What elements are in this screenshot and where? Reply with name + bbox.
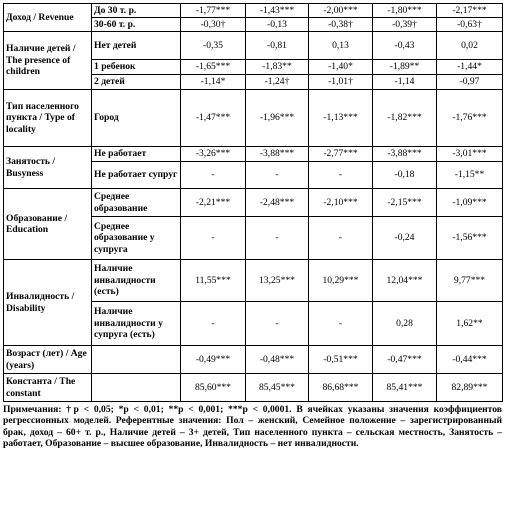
coefficient-cell: 85,60*** bbox=[181, 374, 246, 402]
coefficient-cell: -0,49*** bbox=[181, 346, 246, 374]
coefficient-cell: -1,89** bbox=[373, 60, 437, 75]
coefficient-cell: -2,21*** bbox=[181, 189, 246, 217]
coefficient-cell: -3,01*** bbox=[437, 147, 503, 162]
coefficient-cell: -1,83** bbox=[246, 60, 309, 75]
coefficient-cell: - bbox=[181, 217, 246, 260]
coefficient-cell: 12,04*** bbox=[373, 260, 437, 302]
variable-level-cell: До 30 т. р. bbox=[92, 4, 181, 18]
coefficient-cell: -0,51*** bbox=[309, 346, 373, 374]
coefficient-cell: -0,43 bbox=[373, 32, 437, 60]
variable-level-cell bbox=[92, 346, 181, 374]
variable-level-cell: Не работает супруг bbox=[92, 162, 181, 189]
variable-level-cell: Нет детей bbox=[92, 32, 181, 60]
coefficient-cell: -1,14 bbox=[373, 75, 437, 90]
coefficient-cell: 82,89*** bbox=[437, 374, 503, 402]
coefficient-cell: - bbox=[309, 217, 373, 260]
variable-group-cell: Инвалидность / Disability bbox=[4, 260, 92, 346]
coefficient-cell: -1,15** bbox=[437, 162, 503, 189]
coefficient-cell: -0,13 bbox=[246, 18, 309, 32]
coefficient-cell: -1,44* bbox=[437, 60, 503, 75]
table-row bbox=[4, 32, 503, 60]
coefficient-cell: 11,55*** bbox=[181, 260, 246, 302]
coefficient-cell: -0,35 bbox=[181, 32, 246, 60]
regression-table bbox=[3, 3, 503, 402]
variable-group-cell: Константа / The constant bbox=[4, 374, 92, 402]
coefficient-cell: - bbox=[246, 162, 309, 189]
variable-level-cell: Город bbox=[92, 90, 181, 147]
coefficient-cell: -1,82*** bbox=[373, 90, 437, 147]
variable-level-cell: Не работает bbox=[92, 147, 181, 162]
coefficient-cell: -1,56*** bbox=[437, 217, 503, 260]
coefficient-cell: -3,26*** bbox=[181, 147, 246, 162]
variable-level-cell: Наличие инвалидности у супруга (есть) bbox=[92, 302, 181, 346]
variable-level-cell: 2 детей bbox=[92, 75, 181, 90]
table-row bbox=[4, 374, 503, 402]
coefficient-cell: 0,28 bbox=[373, 302, 437, 346]
coefficient-cell: -1,80*** bbox=[373, 4, 437, 18]
variable-group-cell: Доход / Revenue bbox=[4, 4, 92, 32]
coefficient-cell: - bbox=[181, 302, 246, 346]
coefficient-cell: -0,18 bbox=[373, 162, 437, 189]
coefficient-cell: -1,09*** bbox=[437, 189, 503, 217]
table-row bbox=[4, 189, 503, 217]
variable-group-cell: Занятость / Busyness bbox=[4, 147, 92, 189]
coefficient-cell: -2,00*** bbox=[309, 4, 373, 18]
coefficient-cell: 85,45*** bbox=[246, 374, 309, 402]
table-body bbox=[4, 4, 503, 402]
coefficient-cell: - bbox=[246, 302, 309, 346]
coefficient-cell: -1,01† bbox=[309, 75, 373, 90]
variable-level-cell: 30-60 т. р. bbox=[92, 18, 181, 32]
coefficient-cell: -1,24† bbox=[246, 75, 309, 90]
variable-level-cell: Среднее образование у супруга bbox=[92, 217, 181, 260]
coefficient-cell: 0,13 bbox=[309, 32, 373, 60]
variable-level-cell: Среднее образование bbox=[92, 189, 181, 217]
coefficient-cell: -1,14* bbox=[181, 75, 246, 90]
coefficient-cell: -0,63† bbox=[437, 18, 503, 32]
coefficient-cell: -1,40* bbox=[309, 60, 373, 75]
coefficient-cell: -1,77*** bbox=[181, 4, 246, 18]
coefficient-cell: -1,47*** bbox=[181, 90, 246, 147]
coefficient-cell: -0,47*** bbox=[373, 346, 437, 374]
coefficient-cell: -3,88*** bbox=[246, 147, 309, 162]
variable-level-cell bbox=[92, 374, 181, 402]
variable-group-cell: Образование / Education bbox=[4, 189, 92, 260]
coefficient-cell: -1,65*** bbox=[181, 60, 246, 75]
coefficient-cell: -1,13*** bbox=[309, 90, 373, 147]
table-row bbox=[4, 147, 503, 162]
variable-group-cell: Тип населенного пункта / Type of locality bbox=[4, 90, 92, 147]
coefficient-cell: -1,43*** bbox=[246, 4, 309, 18]
coefficient-cell: -0,81 bbox=[246, 32, 309, 60]
coefficient-cell: -0,44*** bbox=[437, 346, 503, 374]
coefficient-cell: -2,10*** bbox=[309, 189, 373, 217]
coefficient-cell: - bbox=[181, 162, 246, 189]
table-row bbox=[4, 4, 503, 18]
coefficient-cell: -3,88*** bbox=[373, 147, 437, 162]
coefficient-cell: 86,68*** bbox=[309, 374, 373, 402]
coefficient-cell: 1,62** bbox=[437, 302, 503, 346]
table-row bbox=[4, 346, 503, 374]
coefficient-cell: -2,48*** bbox=[246, 189, 309, 217]
coefficient-cell: -2,17*** bbox=[437, 4, 503, 18]
coefficient-cell: 9,77*** bbox=[437, 260, 503, 302]
coefficient-cell: 85,41*** bbox=[373, 374, 437, 402]
coefficient-cell: - bbox=[246, 217, 309, 260]
coefficient-cell: -0,24 bbox=[373, 217, 437, 260]
coefficient-cell: - bbox=[309, 302, 373, 346]
coefficient-cell: -0,39† bbox=[373, 18, 437, 32]
coefficient-cell: -2,77*** bbox=[309, 147, 373, 162]
variable-level-cell: 1 ребенок bbox=[92, 60, 181, 75]
table-row bbox=[4, 260, 503, 302]
coefficient-cell: -1,76*** bbox=[437, 90, 503, 147]
table-row bbox=[4, 90, 503, 147]
page bbox=[3, 3, 502, 450]
coefficient-cell: 0,02 bbox=[437, 32, 503, 60]
variable-group-cell: Наличие детей / The presence of children bbox=[4, 32, 92, 90]
variable-group-cell: Возраст (лет) / Age (years) bbox=[4, 346, 92, 374]
coefficient-cell: 13,25*** bbox=[246, 260, 309, 302]
table-notes: Примечания: †p < 0,05; *p < 0,01; **p < 0,001; ***p < 0,0001. В ячейках указаны значения коэффициентов регрессионных моделей. Референтные значения: Пол – женский, Семейное положение – зарегистрированный брак, доход – 60+ т. р., Наличие детей – 3+ детей, Тип населенного пункта – сельская местность, Занятость – работает, Образование – высшее образование, Инвалидность – нет инвалидности. bbox=[3, 404, 502, 450]
variable-level-cell: Наличие инвалидности (есть) bbox=[92, 260, 181, 302]
coefficient-cell: 10,29*** bbox=[309, 260, 373, 302]
coefficient-cell: -1,96*** bbox=[246, 90, 309, 147]
coefficient-cell: -0,30† bbox=[181, 18, 246, 32]
coefficient-cell: - bbox=[309, 162, 373, 189]
coefficient-cell: -0,97 bbox=[437, 75, 503, 90]
coefficient-cell: -0,38† bbox=[309, 18, 373, 32]
coefficient-cell: -0,48*** bbox=[246, 346, 309, 374]
coefficient-cell: -2,15*** bbox=[373, 189, 437, 217]
